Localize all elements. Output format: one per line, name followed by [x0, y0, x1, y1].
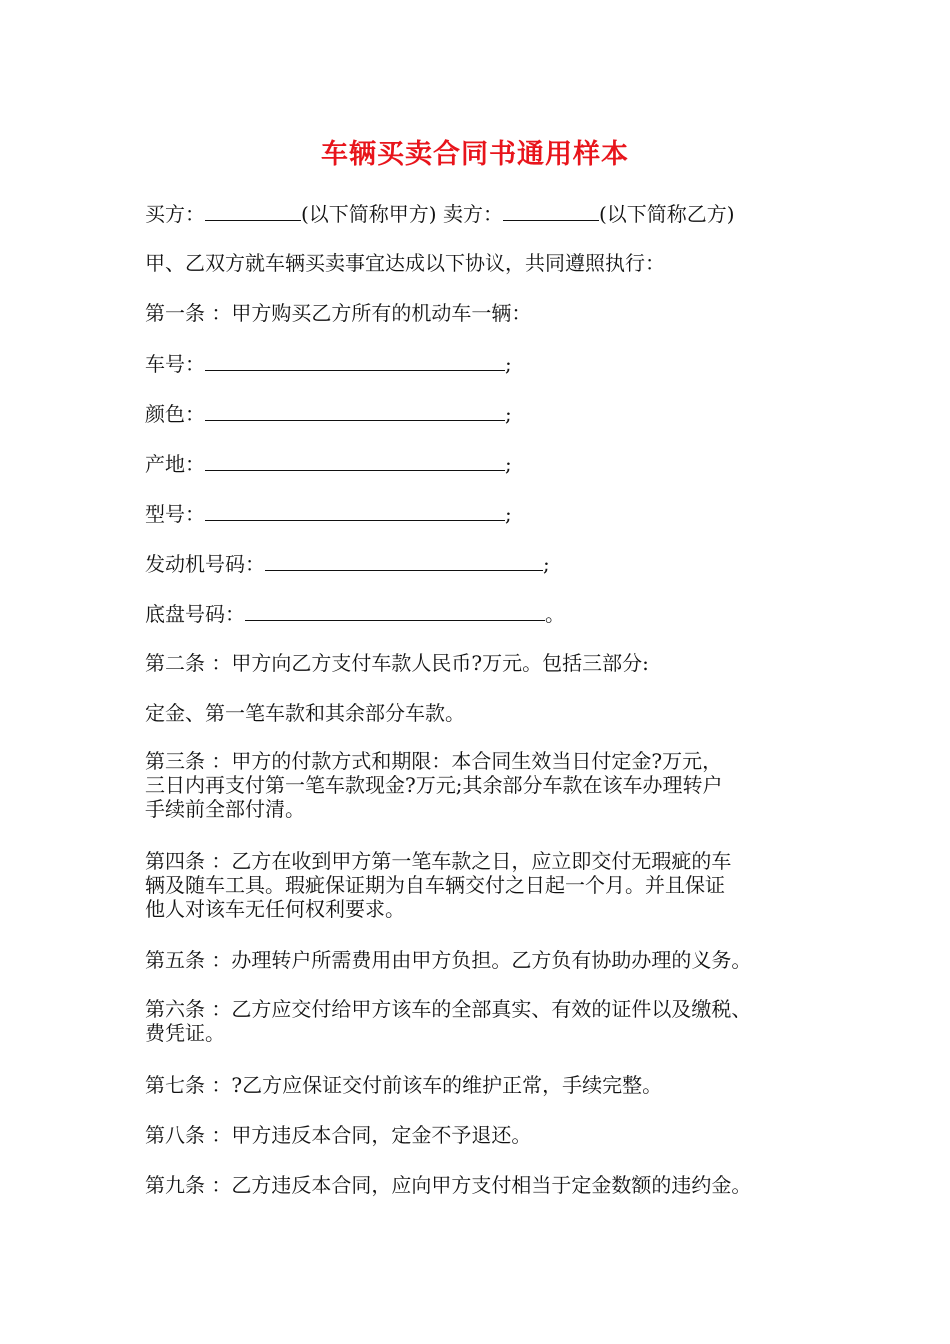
chassis-end: 。	[545, 602, 565, 626]
seller-label: 卖方：	[442, 202, 503, 226]
document-title: 车辆买卖合同书通用样本	[321, 139, 629, 170]
engine-end: ;	[543, 552, 550, 576]
engine-field	[145, 550, 825, 577]
article-2-continued: 定金、第一笔车款和其余部分车款。	[145, 701, 465, 725]
article-4-line-3: 他人对该车无任何权利要求。	[145, 897, 405, 921]
buyer-suffix: (以下简称甲方)	[301, 202, 437, 226]
intro-text: 甲、乙双方就车辆买卖事宜达成以下协议，共同遵照执行：	[145, 251, 665, 275]
article-8: 第八条 ：甲方违反本合同，定金不予退还。	[145, 1123, 532, 1147]
article-3-line-2: 三日内再支付第一笔车款现金?万元;其余部分车款在该车办理转户	[145, 773, 723, 797]
origin-end: ;	[505, 452, 512, 476]
origin-blank	[205, 450, 505, 471]
color-blank	[205, 400, 505, 421]
plate-label: 车号：	[145, 352, 205, 376]
article-9: 第九条 ：乙方违反本合同，应向甲方支付相当于定金数额的违约金。	[145, 1173, 752, 1197]
article-6-line-2: 费凭证。	[145, 1021, 225, 1045]
engine-blank	[265, 550, 543, 571]
buyer-label: 买方：	[145, 202, 205, 226]
article-3-line-3: 手续前全部付清。	[145, 797, 305, 821]
origin-field	[145, 450, 825, 477]
color-field	[145, 400, 825, 427]
article-6-line-1: 第六条 ：乙方应交付给甲方该车的全部真实、有效的证件以及缴税、	[145, 997, 752, 1021]
article-7: 第七条 ：?乙方应保证交付前该车的维护正常，手续完整。	[145, 1073, 663, 1097]
buyer-blank	[205, 200, 301, 221]
parties-line	[145, 200, 825, 227]
article-2: 第二条 ：甲方向乙方支付车款人民币?万元。包括三部分:	[145, 651, 649, 675]
seller-suffix: (以下简称乙方)	[598, 202, 735, 226]
plate-field	[145, 350, 825, 377]
article-3-line-1: 第三条 ：甲方的付款方式和期限：本合同生效当日付定金?万元，	[145, 749, 723, 773]
model-blank	[205, 500, 505, 521]
article-5: 第五条 ：办理转户所需费用由甲方负担。乙方负有协助办理的义务。	[145, 948, 752, 972]
color-end: ;	[505, 402, 512, 426]
article-4-line-1: 第四条 ：乙方在收到甲方第一笔车款之日，应立即交付无瑕疵的车	[145, 849, 732, 873]
engine-label: 发动机号码：	[145, 552, 265, 576]
model-field	[145, 500, 825, 527]
model-label: 型号：	[145, 502, 205, 526]
chassis-label: 底盘号码：	[145, 602, 245, 626]
chassis-field	[145, 600, 825, 627]
article-1: 第一条 ：甲方购买乙方所有的机动车一辆：	[145, 301, 532, 325]
plate-end: ;	[505, 352, 512, 376]
article-4-line-2: 辆及随车工具。瑕疵保证期为自车辆交付之日起一个月。并且保证	[145, 873, 725, 897]
model-end: ;	[505, 502, 512, 526]
color-label: 颜色：	[145, 402, 205, 426]
plate-blank	[205, 350, 505, 371]
origin-label: 产地：	[145, 452, 205, 476]
chassis-blank	[245, 600, 545, 621]
seller-blank	[503, 200, 599, 221]
